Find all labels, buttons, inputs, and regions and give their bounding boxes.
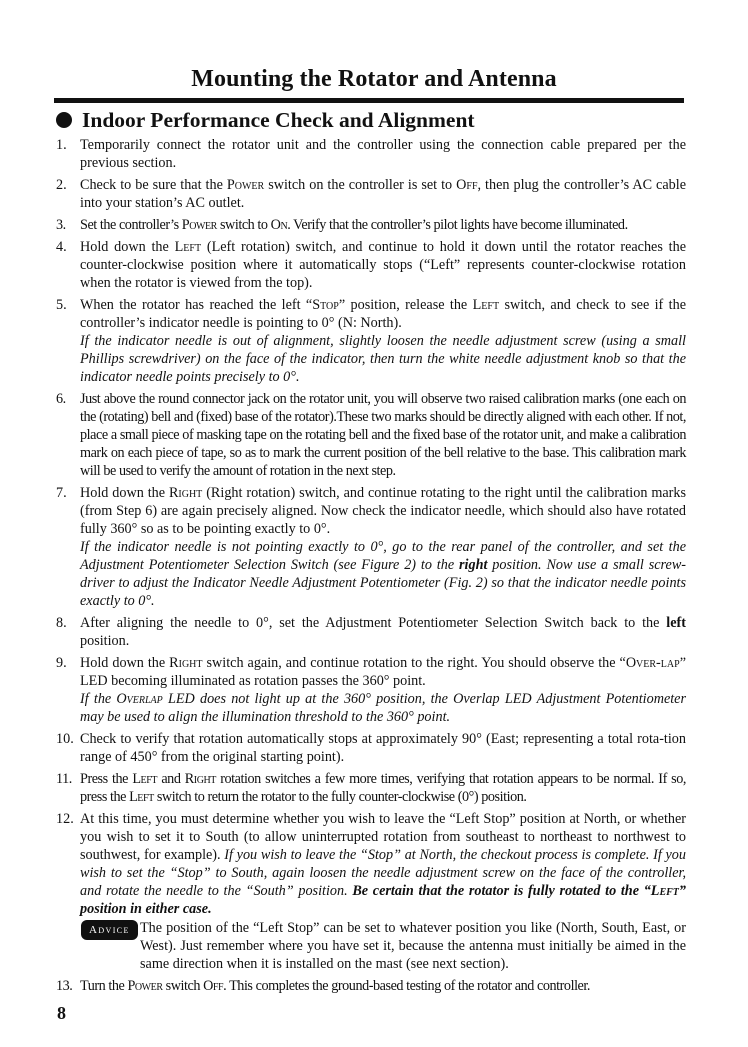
page-title: Mounting the Rotator and Antenna	[191, 66, 557, 92]
step-11	[56, 770, 686, 806]
step-text: When the rotator has reached the left “	[80, 297, 313, 313]
step-text: switch	[162, 978, 204, 994]
step-3	[56, 216, 686, 234]
step-number: 6.	[56, 391, 66, 407]
overlap-label: Overlap	[116, 691, 163, 707]
section-heading	[56, 108, 475, 133]
advice-badge: Advice	[81, 920, 138, 940]
step-warning: ” position in either case.	[80, 883, 687, 917]
step-note: position. Now use a small screw-driver to adjust the Indicator Needle Adjustment Potentiometer (Fig. 2) so that the indicator needle points exactly to 0°.	[80, 557, 687, 609]
step-text: At this time, you must determine whether you wish to leave the “Left Stop” position at North, or whether you wish to set it to South (to allow uninterrupted rotation from southeast to northeast to northwest to southwest, for example).	[80, 811, 686, 863]
power-switch-label: Power	[181, 217, 217, 233]
right-switch-label: Right	[168, 485, 203, 501]
left-switch-label: Left	[650, 883, 679, 899]
step-1	[56, 136, 686, 172]
step-text: switch, and check to see if the controller’s indicator needle is pointing to 0° (N: North).	[80, 297, 686, 331]
step-text: switch on the controller is set to	[264, 177, 457, 193]
step-10	[56, 730, 686, 766]
right-switch-label: Right	[184, 771, 216, 787]
step-number: 9.	[56, 655, 67, 671]
step-12	[56, 810, 686, 973]
step-note-bold: right	[459, 557, 488, 573]
step-text: Hold down the	[80, 485, 169, 501]
step-text: switch again, and continue rotation to the right. You should observe the “	[202, 655, 626, 671]
right-switch-label: Right	[169, 655, 203, 671]
step-number: 8.	[56, 615, 67, 631]
step-text: position.	[80, 633, 130, 649]
section-title: Indoor Performance Check and Alignment	[82, 108, 475, 132]
power-switch-label: Power	[226, 177, 265, 193]
overlap-label: Over-lap	[625, 655, 680, 671]
step-2	[56, 176, 686, 212]
step-note: If you wish to leave the “Stop” at North, the checkout process is complete. If you wish to set the “Stop” to South, again loosen the needle adjustment screw on the face of the controller, and rotate the needle to the “South” position.	[80, 847, 686, 899]
step-text: (Left rotation) switch, and continue to hold it down until the rotator reaches the counter-clockwise position where it automatically stops (“Left” represents counter-clockwise rotation when the rotator is viewed from the top).	[80, 239, 686, 291]
step-text: ” position, release the	[338, 297, 473, 313]
step-text: ” LED becoming illuminated as rotation passes the 360° point.	[80, 655, 686, 689]
step-number: 5.	[56, 297, 67, 313]
step-text: Temporarily connect the rotator unit and the controller using the connection cable prepared per the previous section.	[80, 137, 686, 171]
step-number: 2.	[56, 177, 67, 193]
step-number: 11.	[56, 771, 72, 787]
step-text: Check to be sure that the	[80, 177, 227, 193]
step-note: LED does not light up at the 360° position, the Overlap LED Adjustment Potentiometer may be used to align the illumination threshold to the 360° point.	[80, 691, 687, 725]
step-number: 10.	[56, 731, 74, 747]
left-switch-label: Left	[472, 297, 500, 313]
step-text: After aligning the needle to 0°, set the Adjustment Potentiometer Selection Switch back to the	[80, 615, 667, 631]
step-text-bold: left	[666, 615, 686, 631]
step-text: (Right rotation) switch, and continue rotating to the right until the calibration marks (from Step 6) are again precisely aligned. Now check the indicator needle, which should also have rotated fully 360° so as to be pointing exactly to 0°.	[80, 485, 686, 537]
step-text: Hold down the	[80, 655, 170, 671]
step-number: 13.	[56, 978, 73, 994]
power-switch-label: Power	[127, 978, 163, 994]
step-text: rotation switches a few more times, verifying that rotation appears to be normal. If so, press the	[80, 771, 686, 805]
step-text: . Verify that the controller’s pilot lights have become illuminated.	[287, 217, 628, 233]
step-text: switch to return the rotator to the fully counter-clockwise (0°) position.	[153, 789, 527, 805]
step-text: . This completes the ground-based testing of the rotator and controller.	[223, 978, 590, 994]
left-switch-label: Left	[132, 771, 157, 787]
off-label: Off	[203, 978, 224, 994]
step-number: 7.	[56, 485, 67, 501]
left-switch-label: Left	[174, 239, 202, 255]
step-text: Check to verify that rotation automatically stops at approximately 90° (East; representing a total rota-tion range of 450° from the original starting point).	[80, 731, 686, 765]
step-7	[56, 484, 686, 610]
step-note: If the indicator needle is out of alignment, slightly loosen the needle adjustment screw (using a small Phillips screwdriver) on the face of the indicator, then turn the white needle adjustment knob so that the indicator needle points precisely to 0°.	[80, 333, 686, 385]
step-text: switch to	[216, 217, 271, 233]
step-warning: Be certain that the rotator is fully rotated to the “	[347, 883, 651, 899]
step-text: Hold down the	[80, 239, 175, 255]
step-note: If the	[80, 691, 117, 707]
step-number: 3.	[56, 217, 66, 233]
step-note: If the indicator needle is not pointing exactly to 0°, go to the rear panel of the controller, and set the Adjustment Potentiometer Selection Switch (see Figure 2) to the	[80, 539, 686, 573]
advice-block	[80, 919, 686, 973]
step-4	[56, 238, 686, 292]
step-text: Just above the round connector jack on the rotator unit, you will observe two raised calibration marks (one each on the (rotating) bell and (fixed) base of the rotator).These two marks should be directly aligned with each other. If not, place a small piece of masking tape on the rotating bell and the fixed base of the rotator unit, and make a calibration mark on each piece of tape, so as to mark the current position of the bell relative to the base. This calibration mark will be used to verify the amount of rotation in the next step.	[80, 391, 686, 479]
step-number: 1.	[56, 137, 67, 153]
stop-label: Stop	[312, 297, 339, 313]
step-text: and	[157, 771, 185, 787]
step-list	[56, 136, 686, 999]
step-number: 4.	[56, 239, 67, 255]
page-number: 8	[57, 1003, 66, 1023]
step-8	[56, 614, 686, 650]
advice-text: The position of the “Left Stop” can be set to whatever position you like (North, South, East, or West). Just remember where you have set it, because the antenna must initially be aimed in the same direction when it is installed on the mast (see next section).	[140, 920, 686, 972]
left-switch-label: Left	[129, 789, 154, 805]
title-rule	[54, 98, 684, 103]
step-5	[56, 296, 686, 386]
step-text: Turn the	[80, 978, 128, 994]
step-13	[56, 977, 686, 995]
step-text: Set the controller’s	[80, 217, 182, 233]
on-label: On	[270, 217, 288, 233]
step-number: 12.	[56, 811, 74, 827]
off-label: Off	[456, 177, 478, 193]
step-text: Press the	[80, 771, 133, 787]
step-6	[56, 390, 686, 480]
step-text: , then plug the controller’s AC cable into your station’s AC outlet.	[80, 177, 686, 211]
bullet-icon	[56, 112, 72, 128]
step-9	[56, 654, 686, 726]
